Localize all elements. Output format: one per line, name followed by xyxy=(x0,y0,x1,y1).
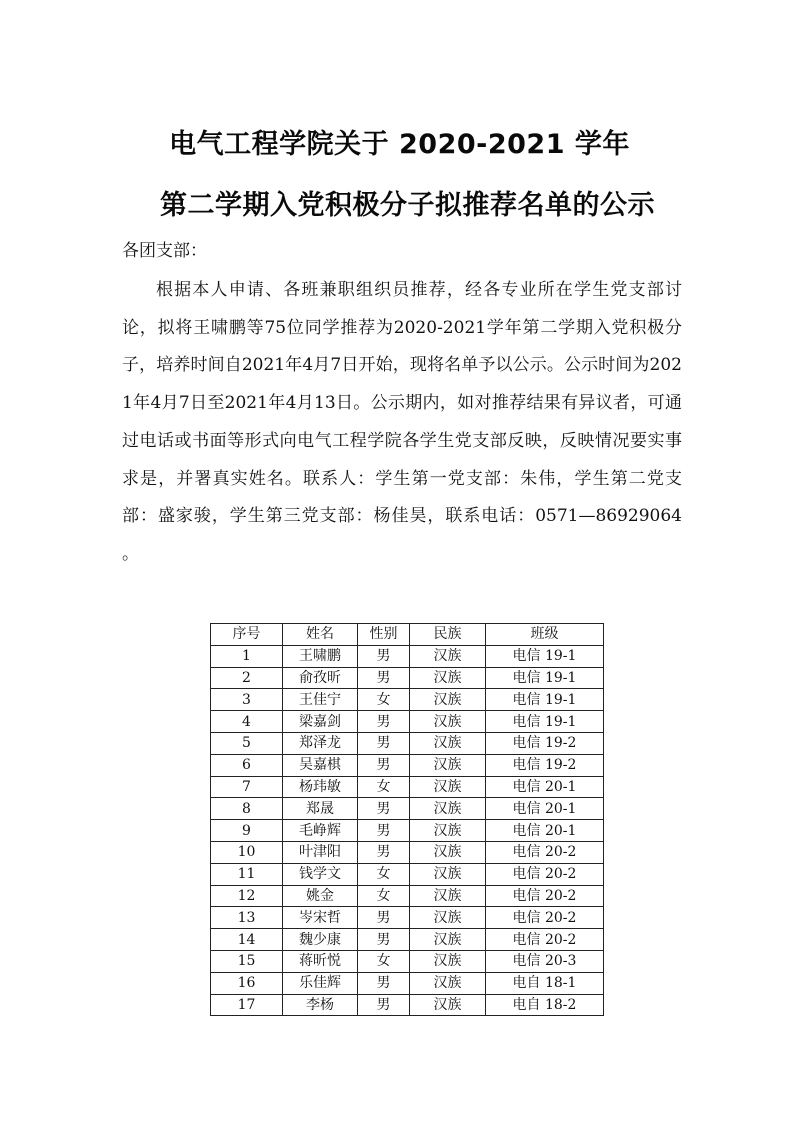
table-row xyxy=(211,994,604,1016)
cell-ethnicity: 汉族 xyxy=(410,885,486,907)
cell-ethnicity: 汉族 xyxy=(410,929,486,951)
cell-gender: 女 xyxy=(358,885,410,907)
cell-ethnicity: 汉族 xyxy=(410,863,486,885)
cell-class: 电信 19-2 xyxy=(486,732,604,754)
cell-name: 郑晟 xyxy=(283,798,358,820)
document-title-line-1: 电气工程学院关于 2020-2021 学年 xyxy=(169,129,630,160)
cell-index: 5 xyxy=(211,732,283,754)
cell-index: 2 xyxy=(211,667,283,689)
table-row xyxy=(211,907,604,929)
cell-gender: 男 xyxy=(358,645,410,667)
cell-name: 王佳宁 xyxy=(283,689,358,711)
cell-index: 13 xyxy=(211,907,283,929)
cell-class: 电信 20-2 xyxy=(486,863,604,885)
cell-class: 电自 18-1 xyxy=(486,972,604,994)
cell-name: 俞孜昕 xyxy=(283,667,358,689)
cell-name: 岑宋哲 xyxy=(283,907,358,929)
cell-gender: 男 xyxy=(358,994,410,1016)
cell-class: 电信 20-3 xyxy=(486,950,604,972)
cell-ethnicity: 汉族 xyxy=(410,907,486,929)
cell-ethnicity: 汉族 xyxy=(410,820,486,842)
cell-gender: 男 xyxy=(358,972,410,994)
cell-ethnicity: 汉族 xyxy=(410,711,486,733)
cell-gender: 男 xyxy=(358,907,410,929)
cell-index: 14 xyxy=(211,929,283,951)
cell-name: 吴嘉棋 xyxy=(283,754,358,776)
table-row xyxy=(211,798,604,820)
cell-gender: 男 xyxy=(358,754,410,776)
cell-gender: 男 xyxy=(358,929,410,951)
cell-ethnicity: 汉族 xyxy=(410,776,486,798)
header-gender: 性别 xyxy=(358,624,410,646)
cell-name: 乐佳辉 xyxy=(283,972,358,994)
header-name: 姓名 xyxy=(283,624,358,646)
cell-ethnicity: 汉族 xyxy=(410,994,486,1016)
candidate-table xyxy=(210,623,604,1016)
cell-gender: 男 xyxy=(358,732,410,754)
table-row xyxy=(211,732,604,754)
cell-ethnicity: 汉族 xyxy=(410,732,486,754)
cell-name: 蒋昕悦 xyxy=(283,950,358,972)
cell-gender: 男 xyxy=(358,798,410,820)
cell-name: 郑泽龙 xyxy=(283,732,358,754)
cell-index: 16 xyxy=(211,972,283,994)
cell-gender: 女 xyxy=(358,950,410,972)
table-row xyxy=(211,667,604,689)
cell-name: 杨玮敏 xyxy=(283,776,358,798)
cell-index: 17 xyxy=(211,994,283,1016)
cell-class: 电信 19-2 xyxy=(486,754,604,776)
cell-index: 6 xyxy=(211,754,283,776)
cell-ethnicity: 汉族 xyxy=(410,950,486,972)
table-row xyxy=(211,645,604,667)
cell-name: 王啸鹏 xyxy=(283,645,358,667)
cell-name: 魏少康 xyxy=(283,929,358,951)
cell-class: 电信 20-1 xyxy=(486,798,604,820)
cell-ethnicity: 汉族 xyxy=(410,667,486,689)
cell-index: 15 xyxy=(211,950,283,972)
table-row xyxy=(211,885,604,907)
cell-ethnicity: 汉族 xyxy=(410,754,486,776)
cell-name: 叶津阳 xyxy=(283,841,358,863)
cell-ethnicity: 汉族 xyxy=(410,645,486,667)
cell-name: 梁嘉剑 xyxy=(283,711,358,733)
cell-index: 8 xyxy=(211,798,283,820)
cell-class: 电信 19-1 xyxy=(486,711,604,733)
header-index: 序号 xyxy=(211,624,283,646)
cell-class: 电信 20-2 xyxy=(486,841,604,863)
cell-class: 电信 20-1 xyxy=(486,820,604,842)
table-row xyxy=(211,754,604,776)
cell-class: 电信 20-1 xyxy=(486,776,604,798)
cell-index: 11 xyxy=(211,863,283,885)
table-row xyxy=(211,950,604,972)
body-paragraph: 根据本人申请、各班兼职组织员推荐，经各专业所在学生党支部讨论，拟将王啸鹏等75位同学推荐为2020-2021学年第二学期入党积极分子，培养时间自2021年4月7日开始，现将名单予以公示。公示时间为2021年4月7日至2021年4月13日。公示期内，如对推荐结果有异议者，可通过电话或书面等形式向电气工程学院各学生党支部反映，反映情况要实事求是，并署真实姓名。联系人：学生第一党支部：朱伟，学生第二党支部：盛家骏，学生第三党支部：杨佳昊，联系电话：0571—86929064 。 xyxy=(122,280,682,564)
cell-ethnicity: 汉族 xyxy=(410,972,486,994)
table-row xyxy=(211,820,604,842)
cell-class: 电信 20-2 xyxy=(486,885,604,907)
table-row xyxy=(211,711,604,733)
cell-ethnicity: 汉族 xyxy=(410,841,486,863)
cell-class: 电信 20-2 xyxy=(486,907,604,929)
cell-class: 电信 19-1 xyxy=(486,667,604,689)
cell-index: 10 xyxy=(211,841,283,863)
cell-ethnicity: 汉族 xyxy=(410,798,486,820)
cell-gender: 女 xyxy=(358,776,410,798)
cell-gender: 女 xyxy=(358,863,410,885)
cell-gender: 男 xyxy=(358,711,410,733)
cell-gender: 女 xyxy=(358,689,410,711)
cell-name: 李杨 xyxy=(283,994,358,1016)
cell-index: 4 xyxy=(211,711,283,733)
table-row xyxy=(211,972,604,994)
header-ethnicity: 民族 xyxy=(410,624,486,646)
cell-index: 3 xyxy=(211,689,283,711)
cell-gender: 男 xyxy=(358,820,410,842)
table-row xyxy=(211,841,604,863)
cell-gender: 男 xyxy=(358,841,410,863)
cell-index: 1 xyxy=(211,645,283,667)
table-row xyxy=(211,776,604,798)
cell-gender: 男 xyxy=(358,667,410,689)
cell-class: 电信 19-1 xyxy=(486,645,604,667)
document-title-line-2: 第二学期入党积极分子拟推荐名单的公示 xyxy=(160,190,655,221)
cell-class: 电自 18-2 xyxy=(486,994,604,1016)
cell-name: 姚金 xyxy=(283,885,358,907)
cell-ethnicity: 汉族 xyxy=(410,689,486,711)
header-class: 班级 xyxy=(486,624,604,646)
table-row xyxy=(211,863,604,885)
salutation: 各团支部： xyxy=(122,241,207,261)
cell-index: 7 xyxy=(211,776,283,798)
cell-name: 钱学文 xyxy=(283,863,358,885)
cell-index: 9 xyxy=(211,820,283,842)
cell-index: 12 xyxy=(211,885,283,907)
cell-class: 电信 19-1 xyxy=(486,689,604,711)
table-header-row xyxy=(211,624,604,646)
cell-class: 电信 20-2 xyxy=(486,929,604,951)
table-row xyxy=(211,929,604,951)
table-row xyxy=(211,689,604,711)
table-body xyxy=(211,645,604,1016)
cell-name: 毛峥辉 xyxy=(283,820,358,842)
